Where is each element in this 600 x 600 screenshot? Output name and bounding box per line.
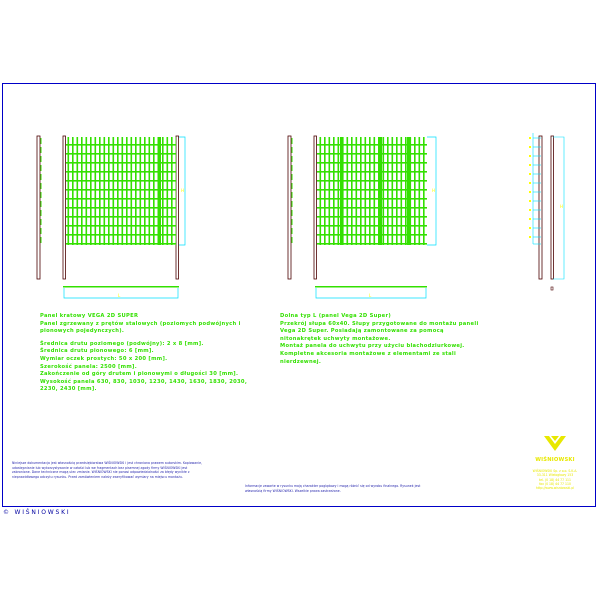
- side-post-view-1: [37, 136, 41, 279]
- legal-note-right: Informacje zawarte w rysunku mają charakter poglądowy i mogą różnić się od wyrobu finalnego. Rysunek jest własnością firmy WIŚNIOWSKI. Wszelkie prawa zastrzeżone.: [245, 484, 421, 493]
- panel-front-view-1: [63, 136, 185, 298]
- post-specification: [280, 313, 480, 366]
- panel-spec-line: Średnica drutu poziomego (podwójny): 2 x 8 [mm].: [40, 340, 204, 347]
- address-line: fax (0 18) 44 77 110: [539, 481, 571, 486]
- panel-height-label: H: [181, 188, 185, 193]
- panel-front-view-2: [314, 136, 436, 298]
- address-line: 33-311 Wielogłowy 153: [536, 473, 574, 478]
- panel-spec-description: Panel zgrzewany z prętów stalowych (poziomych podwójnych i pionowych pojedynczych).: [40, 320, 241, 335]
- post-spec-line: Montaż panela do uchwytu przy użyciu blachodziurkowej.: [280, 343, 465, 350]
- panel-spec-line: Wymiar oczek prostych: 50 x 200 [mm].: [40, 355, 168, 362]
- legal-note-left: Niniejsze dokumentacja jest własnością przedsiębiorstwa WIŚNIOWSKI i jest chroniona prawem autorskim. Kopiowanie, udostępnianie lub wykorzystywanie w całości lub we fragmentach bez pisemnej zgody firmy WIŚNIOWSKI jest zabronione. Dane techniczne mogą ulec zmianie. WIŚNIOWSKI nie ponosi odpowiedzialności za błędy wynikłe z nieprawidłowego odczytu rysunku. Przed zamówieniem należy zweryfikować wymiary na miejscu montażu.: [12, 461, 203, 479]
- wisniowski-logo-icon: [544, 436, 566, 451]
- address-line: tel. (0 18) 44 77 111: [539, 477, 571, 482]
- panel-width-label: L: [118, 293, 121, 298]
- panel-spec-line: Średnica drutu pionowego: 6 [mm].: [40, 348, 154, 355]
- panel2-height-label: H: [432, 188, 436, 193]
- post-bracket-detail: [529, 133, 564, 290]
- panel-spec-title: Panel kratowy VEGA 2D SUPER: [40, 313, 139, 319]
- company-block: [520, 436, 590, 490]
- address-line: WIŚNIOWSKI Sp. z o.o. S.K.A.: [532, 469, 578, 473]
- post-spec-line: Kompletne akcesoria montażowe z elementami ze stali nierdzewnej.: [280, 350, 457, 365]
- copyright: © WIŚNIOWSKI: [3, 509, 71, 516]
- panel-spec-line: Szerokość panela: 2500 [mm].: [40, 363, 137, 370]
- panel-spec-line: Zakończenie od góry drutem i pionowymi o długości 30 [mm].: [40, 371, 239, 378]
- post-spec-line: Przekrój słupa 60x40. Słupy przygotowane do montażu paneli Vega 2D Super. Posiadają zamontowane za pomocą nitonakrętek uchwyty montażowe.: [280, 320, 479, 342]
- panel2-width-label: L: [369, 293, 372, 298]
- company-logo-name: WIŚNIOWSKI: [535, 457, 575, 463]
- post-spec-title: Dolna typ L (panel Vega 2D Super): [280, 313, 391, 319]
- post-height-label: H: [560, 204, 564, 209]
- side-post-view-2: [288, 136, 292, 279]
- address-line: http://www.wisniowski.pl: [535, 486, 575, 491]
- company-address: [520, 469, 590, 490]
- panel-spec-line: Wysokość panela 630, 830, 1030, 1230, 1430, 1630, 1830, 2030, 2230, 2430 [mm].: [40, 378, 248, 393]
- panel-specification: [40, 313, 255, 394]
